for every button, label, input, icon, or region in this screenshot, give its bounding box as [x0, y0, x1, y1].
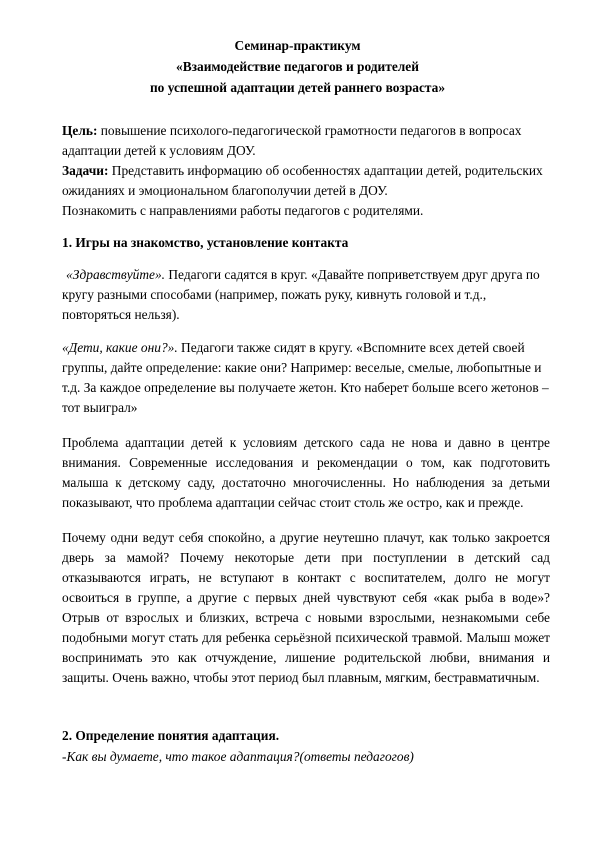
paragraph-why-children [62, 528, 550, 688]
goal-text: повышение психолого-педагогической грамотности педагогов в вопросах адаптации детей к условиям ДОУ. [62, 123, 522, 158]
document-title-line1: «Взаимодействие педагогов и родителей [176, 59, 419, 74]
paragraph-adaptation-problem-text: Проблема адаптации детей к условиям детского сада не нова и давно в центре внимания. Современные исследования и рекомендации о том, как подготовить малыша к детскому саду, достаточно многочисленны. Но наблюдения за детьми показывают, что проблема адаптации сейчас стоит столь же остро, как и прежде. [62, 435, 550, 510]
section2-question: -Как вы думаете, что такое адаптация?(ответы педагогов) [62, 749, 414, 764]
document-title-line2: по успешной адаптации детей раннего возраста» [149, 80, 446, 95]
tasks-paragraph [62, 161, 550, 201]
paragraph-why-children-text: Почему одни ведут себя спокойно, а другие неутешно плачут, как только закроется дверь за мамой? Почему некоторые дети при поступлении в детский сад отказываются играть, не вступают в контакт с воспитателем, долго не могут освоиться в группе, а другие с первых дней чувствуют себя «как рыба в воде»? Отрыв от взрослых и близких, встреча с новыми взрослыми, незнакомыми себе подобными могут стать для ребенка серьёзной психической травмой. Малыш может воспринимать это как отчуждение, лишение родительской любви, внимания и защиты. Очень важно, чтобы этот период был плавным, мягким, бестравматичным. [62, 530, 550, 685]
game2-paragraph [62, 338, 550, 418]
tasks-line2: Познакомить с направлениями работы педагогов с родителями. [62, 203, 424, 218]
game2-name: «Дети, какие они?». [62, 340, 178, 355]
tasks-label: Задачи: [62, 163, 109, 178]
goal-tasks-block [62, 121, 550, 221]
game1-name: «Здравствуйте». [66, 267, 166, 282]
game1-text: Педагоги садятся в круг. «Давайте поприветствуем друг друга по кругу разными способами (например, пожать руку, кивнуть головой и т.д., повторяться нельзя). [62, 267, 540, 322]
section2-heading: 2. Определение понятия адаптация. [62, 728, 280, 743]
game1-paragraph [62, 265, 550, 325]
goal-label: Цель: [62, 123, 98, 138]
tasks-text: Представить информацию об особенностях адаптации детей, родительских ожиданиях и эмоциональном благополучии детей в ДОУ. [62, 163, 543, 198]
paragraph-adaptation-problem [62, 433, 550, 513]
section1-heading: 1. Игры на знакомство, установление контакта [62, 235, 349, 250]
document-subtitle: Семинар-практикум [234, 38, 361, 53]
game2-text: Педагоги также сидят в кругу. «Вспомните всех детей своей группы, дайте определение: какие они? Например: веселые, смелые, любопытные и т.д. За каждое определение вы получаете жетон. Кто наберет больше всего жетонов – тот выиграл» [62, 340, 549, 415]
goal-paragraph [62, 121, 550, 161]
